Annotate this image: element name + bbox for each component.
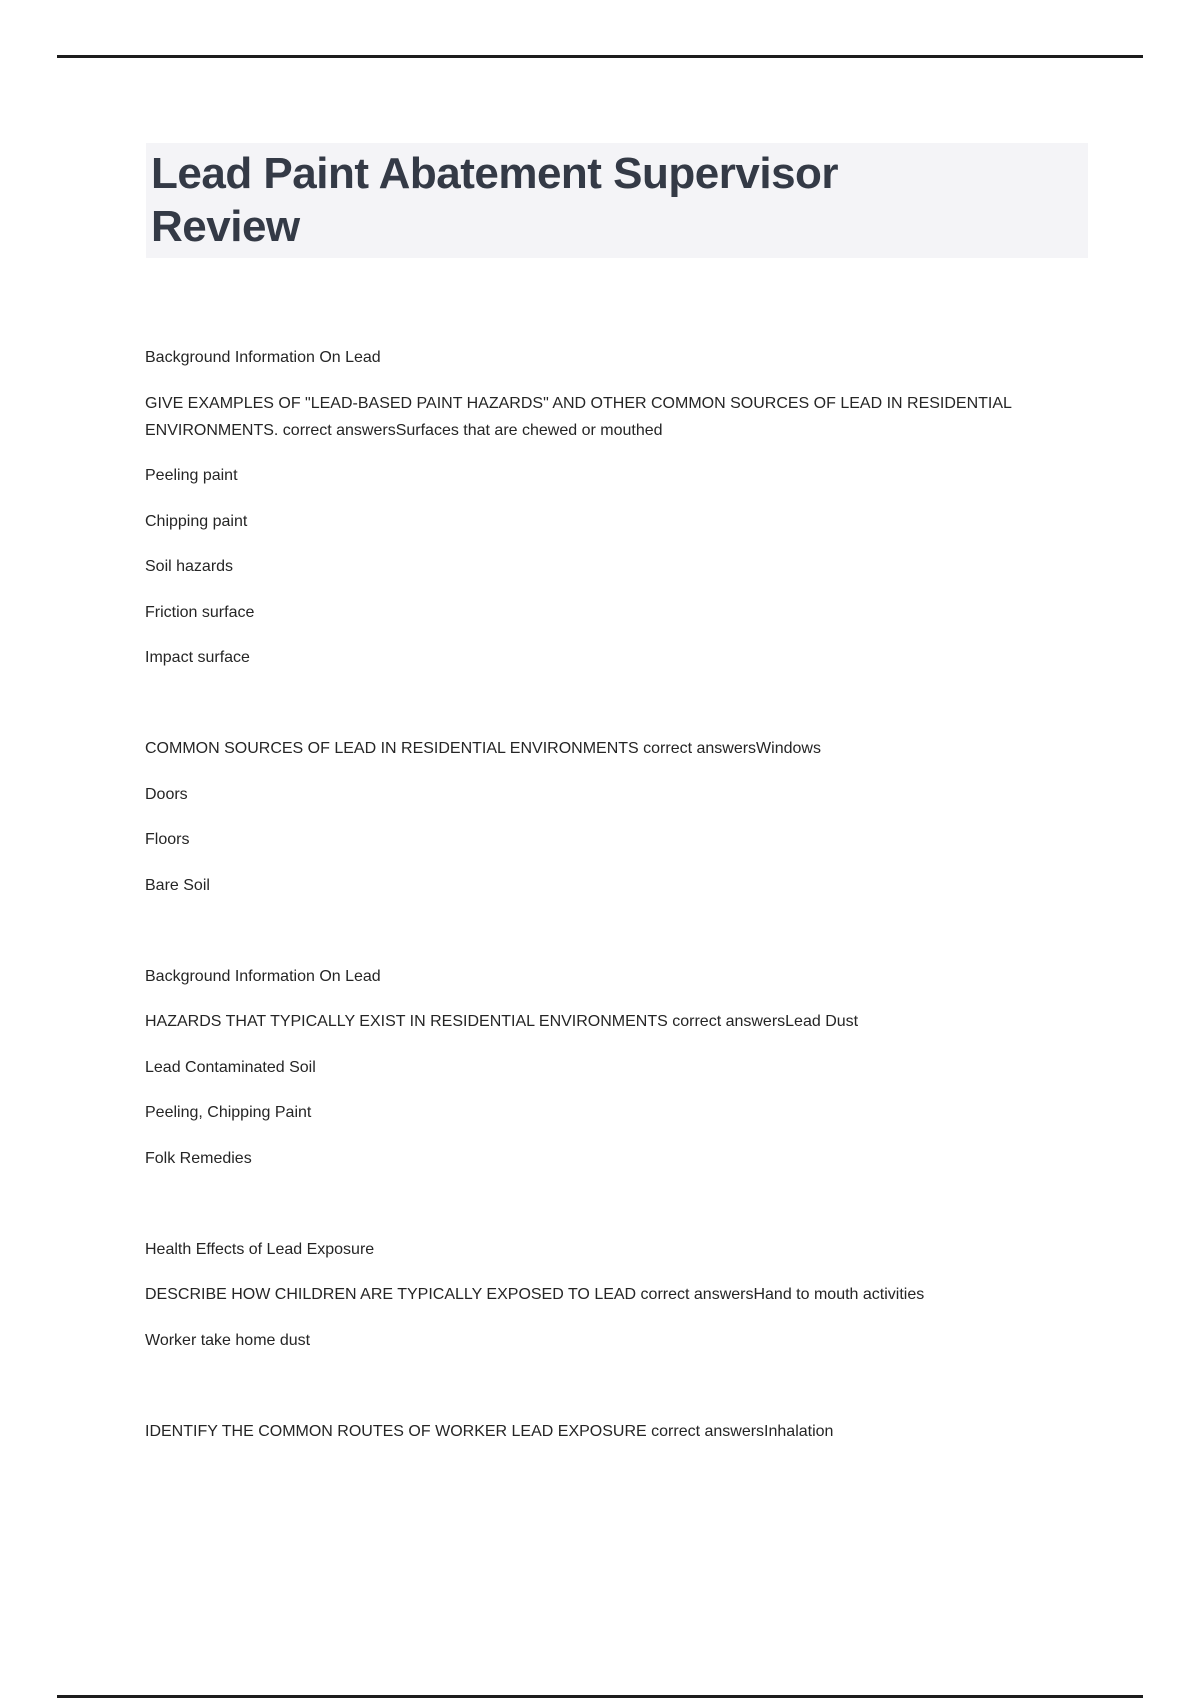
top-rule (57, 55, 1143, 58)
paragraph: GIVE EXAMPLES OF "LEAD-BASED PAINT HAZARDS" AND OTHER COMMON SOURCES OF LEAD IN RESIDENTIAL ENVIRONMENTS. correct answersSurfaces that are chewed or mouthed (145, 394, 1012, 439)
document-title: Lead Paint Abatement Supervisor Review (151, 149, 839, 251)
paragraph: DESCRIBE HOW CHILDREN ARE TYPICALLY EXPOSED TO LEAD correct answersHand to mouth activities (145, 1286, 925, 1303)
bottom-rule (57, 1695, 1143, 1698)
paragraph: Peeling paint (145, 467, 238, 484)
paragraph-spacer (145, 1190, 1030, 1217)
paragraph: Background Information On Lead (145, 349, 381, 366)
paragraph: HAZARDS THAT TYPICALLY EXIST IN RESIDENTIAL ENVIRONMENTS correct answersLead Dust (145, 1013, 859, 1030)
paragraph: Health Effects of Lead Exposure (145, 1240, 375, 1258)
paragraph-spacer (145, 917, 1030, 944)
paragraph: Soil hazards (145, 558, 234, 575)
paragraph: Floors (145, 831, 190, 848)
paragraph: Peeling, Chipping Paint (145, 1104, 312, 1121)
paragraph-spacer (145, 690, 1030, 717)
paragraph: IDENTIFY THE COMMON ROUTES OF WORKER LEAD EXPOSURE correct answersInhalation (145, 1422, 834, 1440)
paragraph: Lead Contaminated Soil (145, 1058, 316, 1076)
paragraph: COMMON SOURCES OF LEAD IN RESIDENTIAL ENVIRONMENTS correct answersWindows (145, 740, 821, 757)
document-body (145, 344, 1030, 1463)
paragraph: Worker take home dust (145, 1331, 311, 1349)
paragraph: Background Information On Lead (145, 967, 381, 985)
paragraph: Folk Remedies (145, 1149, 252, 1167)
title-banner (146, 143, 1088, 258)
paragraph: Chipping paint (145, 512, 248, 530)
paragraph: Impact surface (145, 649, 250, 666)
paragraph: Friction surface (145, 603, 255, 621)
paragraph: Doors (145, 785, 188, 803)
paragraph: Bare Soil (145, 876, 210, 894)
paragraph-spacer (145, 1372, 1030, 1399)
